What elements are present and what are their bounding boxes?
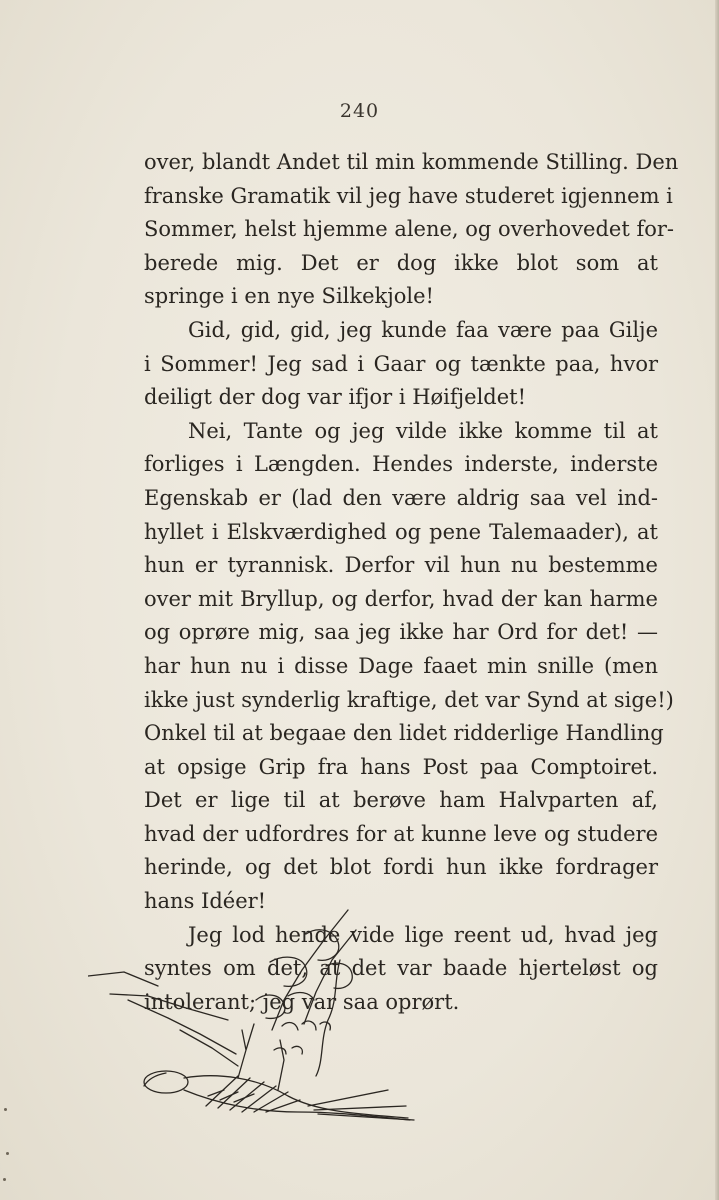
scribble-stroke [282, 1021, 330, 1030]
paper-speck [3, 1178, 6, 1181]
text-line: deiligt der dog var ifjor i Høifjeldet! [144, 385, 527, 410]
text-line: har hun nu i disse Dage faaet min snille (men [144, 653, 658, 678]
text-line: syntes om det, at det var baade hjerteløst og [144, 956, 658, 981]
scribble-stroke [274, 1046, 302, 1054]
text-line: hyllet i Elskværdighed og pene Talemaader), at [144, 519, 658, 544]
margin-stroke [180, 1030, 238, 1066]
text-line: over, blandt Andet til min kommende Stilling. Den [144, 150, 679, 174]
page-edge [715, 0, 719, 1200]
text-line: springe i en nye Silkekjole! [144, 284, 434, 309]
text-line: hvad der udfordres for at kunne leve og studere [144, 821, 658, 846]
margin-stroke [128, 1000, 236, 1054]
branch-stroke [316, 960, 340, 1076]
bird-head-shade [144, 1073, 166, 1086]
bird-head-stroke [144, 1071, 188, 1093]
margin-stroke [88, 972, 158, 986]
text-line: Gid, gid, gid, jeg kunde faa være paa Gilje [188, 317, 658, 342]
text-line: forliges i Længden. Hendes inderste, inderste [144, 452, 658, 477]
text-line: Egenskab er (lad den være aldrig saa vel ind- [144, 485, 658, 510]
margin-stroke [110, 994, 228, 1020]
paper-speck [4, 1108, 7, 1111]
text-line: intolerant; jeg var saa oprørt. [144, 989, 460, 1014]
text-line: Sommer, helst hjemme alene, og overhovedet for- [144, 217, 675, 242]
text-line: hun er tyrannisk. Derfor vil hun nu bestemme [144, 553, 658, 578]
page-number: 240 [339, 100, 380, 122]
text-line: hans Idéer! [144, 889, 267, 914]
text-line: ikke just synderlig kraftige, det var Synd at sige!) [144, 687, 674, 712]
text-line: herinde, og det blot fordi hun ikke fordrager [144, 855, 658, 880]
text-line: berede mig. Det er dog ikke blot som at [144, 250, 658, 275]
text-line: i Sommer! Jeg sad i Gaar og tænkte paa, hvor [144, 351, 658, 376]
scribble-stroke [256, 995, 285, 1018]
text-line: at opsige Grip fra hans Post paa Comptoiret. [144, 754, 658, 779]
leg-stroke [238, 1024, 254, 1078]
scribble-stroke [288, 993, 314, 1000]
text-line: Jeg lod hende vide lige reent ud, hvad jeg [188, 922, 658, 947]
text-line: og oprøre mig, saa jeg ikke har Ord for det! — [144, 620, 658, 645]
branch-stroke [304, 930, 356, 1024]
body-text [144, 146, 679, 1019]
scribble-stroke [306, 930, 339, 960]
scribble-stroke [326, 963, 352, 988]
text-line: Nei, Tante og jeg vilde ikke komme til at [188, 418, 658, 443]
text-line: over mit Bryllup, og derfor, hvad der kan harme [144, 586, 658, 611]
text-line: franske Gramatik vil jeg have studeret igjennem i [144, 183, 673, 208]
text-line: Det er lige til at berøve ham Halvparten af, [144, 788, 658, 813]
paper-speck [6, 1152, 9, 1155]
text-line: Onkel til at begaae den lidet ridderlige Handling [144, 721, 664, 746]
bird-sketch-icon [88, 900, 418, 1140]
